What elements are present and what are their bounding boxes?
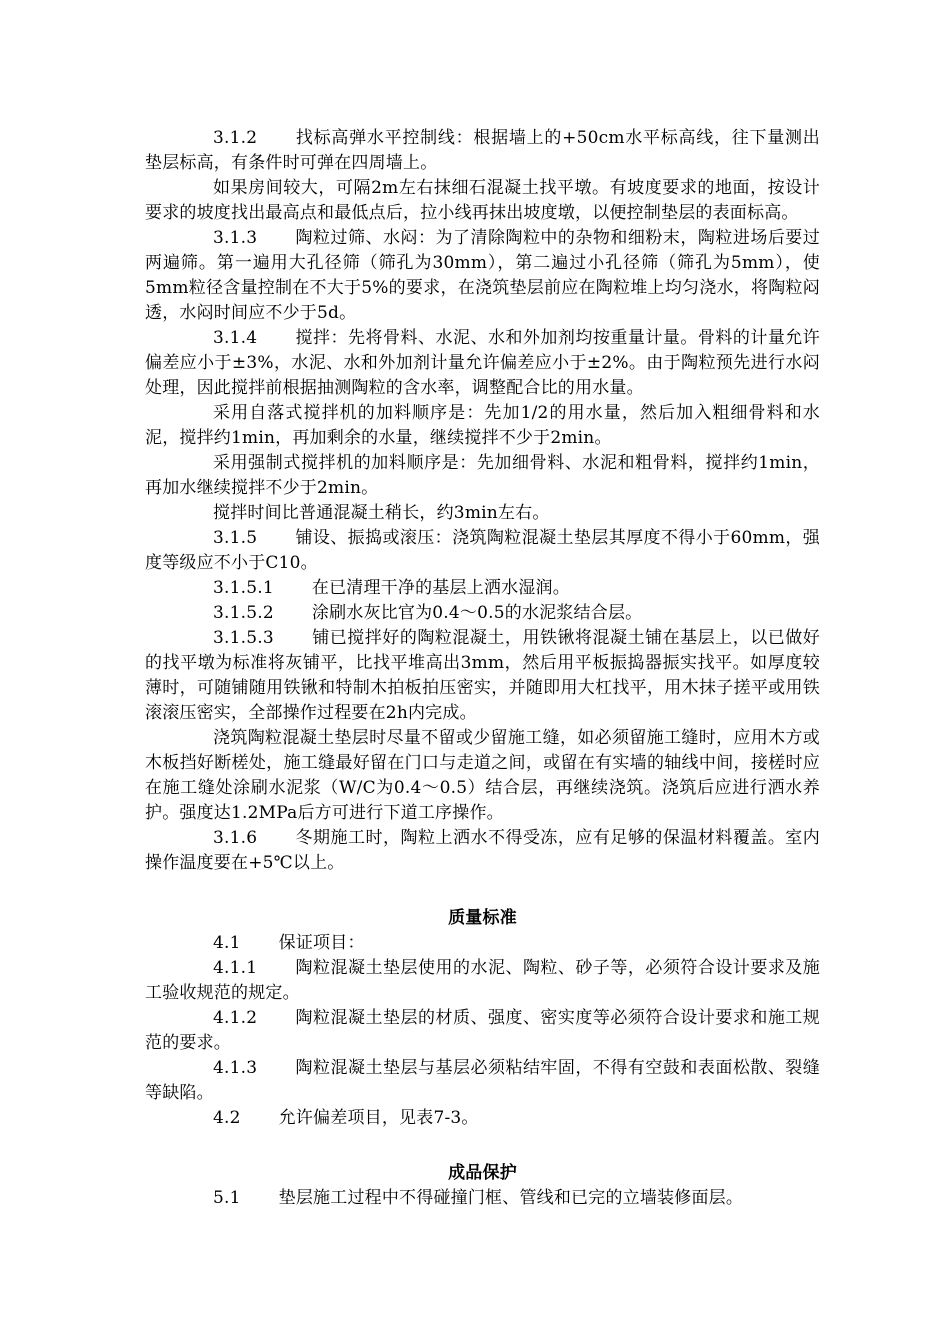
paragraph-text: 保证项目： xyxy=(278,933,365,953)
clause-number: 4.2 xyxy=(213,1108,241,1128)
clause-number: 4.1.2 xyxy=(213,1008,258,1028)
paragraph-3-1-2 xyxy=(145,126,820,176)
clause-number: 5.1 xyxy=(213,1188,241,1208)
paragraph-4-1-1 xyxy=(145,956,820,1006)
paragraph xyxy=(145,176,820,226)
paragraph-text: 采用自落式搅拌机的加料顺序是：先加1/2的用水量，然后加入粗细骨料和水泥，搅拌约1min，再加剩余的水量，继续搅拌不少于2min。 xyxy=(145,403,820,448)
clause-number: 3.1.3 xyxy=(213,228,258,248)
paragraph-text: 陶粒过筛、水闷：为了清除陶粒中的杂物和细粉末，陶粒进场后要过两遍筛。第一遍用大孔径筛（筛孔为30mm），第二遍过小孔径筛（筛孔为5mm），使5mm粒径含量控制在不大于5%的要求，在浇筑垫层前应在陶粒堆上均匀浇水，将陶粒闷透，水闷时间应不少于5d。 xyxy=(145,228,820,323)
section-heading-product-protection: 成品保护 xyxy=(448,1163,517,1183)
clause-number: 3.1.5.1 xyxy=(213,578,274,598)
paragraph-text: 铺已搅拌好的陶粒混凝土，用铁锹将混凝土铺在基层上，以已做好的找平墩为标准将灰铺平，比找平堆高出3mm，然后用平板振捣器振实找平。如厚度较薄时，可随铺随用铁锹和特制木拍板拍压密实，并随即用大杠找平，用木抹子搓平或用铁滚滚压密实，全部操作过程要在2h内完成。 xyxy=(145,628,820,723)
paragraph-text: 找标高弹水平控制线：根据墙上的+50cm水平标高线，往下量测出垫层标高，有条件时可弹在四周墙上。 xyxy=(145,128,820,173)
paragraph-text: 搅拌时间比普通混凝土稍长，约3min左右。 xyxy=(213,503,550,523)
section-heading-quality-standard: 质量标准 xyxy=(448,908,517,928)
paragraph-text: 允许偏差项目，见表7-3。 xyxy=(278,1108,479,1128)
paragraph-text: 浇筑陶粒混凝土垫层时尽量不留或少留施工缝，如必须留施工缝时，应用木方或木板挡好断槎处，施工缝最好留在门口与走道之间，或留在有实墙的轴线中间，接槎时应在施工缝处涂刷水泥浆（W/C为0.4～0.5）结合层，再继续浇筑。浇筑后应进行洒水养护。强度达1.2MPa后方可进行下道工序操作。 xyxy=(145,728,820,823)
clause-number: 3.1.5.2 xyxy=(213,603,274,623)
paragraph-text: 采用强制式搅拌机的加料顺序是：先加细骨料、水泥和粗骨料，搅拌约1min，再加水继续搅拌不少于2min。 xyxy=(145,453,820,498)
paragraph-text: 陶粒混凝土垫层使用的水泥、陶粒、砂子等，必须符合设计要求及施工验收规范的规定。 xyxy=(145,958,820,1003)
clause-number: 3.1.5 xyxy=(213,528,258,548)
paragraph-4-1-2 xyxy=(145,1006,820,1056)
clause-number: 3.1.4 xyxy=(213,328,258,348)
paragraph xyxy=(145,401,820,451)
paragraph-3-1-5-1 xyxy=(145,576,820,601)
paragraph-4-1 xyxy=(145,931,820,956)
paragraph-3-1-3 xyxy=(145,226,820,326)
paragraph xyxy=(145,501,820,526)
paragraph-3-1-5-3 xyxy=(145,626,820,726)
paragraph-text: 在已清理干净的基层上洒水湿润。 xyxy=(311,578,570,598)
paragraph-text: 陶粒混凝土垫层与基层必须粘结牢固，不得有空鼓和表面松散、裂缝等缺陷。 xyxy=(145,1058,820,1103)
paragraph-text: 陶粒混凝土垫层的材质、强度、密实度等必须符合设计要求和施工规范的要求。 xyxy=(145,1008,820,1053)
paragraph-5-1 xyxy=(145,1186,820,1211)
paragraph xyxy=(145,451,820,501)
paragraph-3-1-5-2 xyxy=(145,601,820,626)
paragraph-4-1-3 xyxy=(145,1056,820,1106)
paragraph-text: 如果房间较大，可隔2m左右抹细石混凝土找平墩。有坡度要求的地面，按设计要求的坡度找出最高点和最低点后，拉小线再抹出坡度墩，以便控制垫层的表面标高。 xyxy=(145,178,820,223)
clause-number: 3.1.6 xyxy=(213,828,258,848)
paragraph-3-1-5 xyxy=(145,526,820,576)
paragraph-3-1-6 xyxy=(145,826,820,876)
paragraph-text: 搅拌：先将骨料、水泥、水和外加剂均按重量计量。骨料的计量允许偏差应小于±3%，水泥、水和外加剂计量允许偏差应小于±2%。由于陶粒预先进行水闷处理，因此搅拌前根据抽测陶粒的含水率，调整配合比的用水量。 xyxy=(145,328,820,398)
document-body xyxy=(145,126,820,1211)
paragraph-4-2 xyxy=(145,1106,820,1131)
clause-number: 3.1.2 xyxy=(213,128,258,148)
clause-number: 4.1 xyxy=(213,933,241,953)
paragraph-3-1-4 xyxy=(145,326,820,401)
paragraph-text: 涂刷水灰比官为0.4～0.5的水泥浆结合层。 xyxy=(311,603,643,623)
paragraph-text: 冬期施工时，陶粒上洒水不得受冻，应有足够的保温材料覆盖。室内操作温度要在+5℃以上。 xyxy=(145,828,820,873)
clause-number: 3.1.5.3 xyxy=(213,628,274,648)
paragraph-text: 垫层施工过程中不得碰撞门框、管线和已完的立墙装修面层。 xyxy=(278,1188,744,1208)
clause-number: 4.1.1 xyxy=(213,958,258,978)
paragraph xyxy=(145,726,820,826)
paragraph-text: 铺设、振捣或滚压：浇筑陶粒混凝土垫层其厚度不得小于60mm，强度等级应不小于C10。 xyxy=(145,528,820,573)
clause-number: 4.1.3 xyxy=(213,1058,258,1078)
